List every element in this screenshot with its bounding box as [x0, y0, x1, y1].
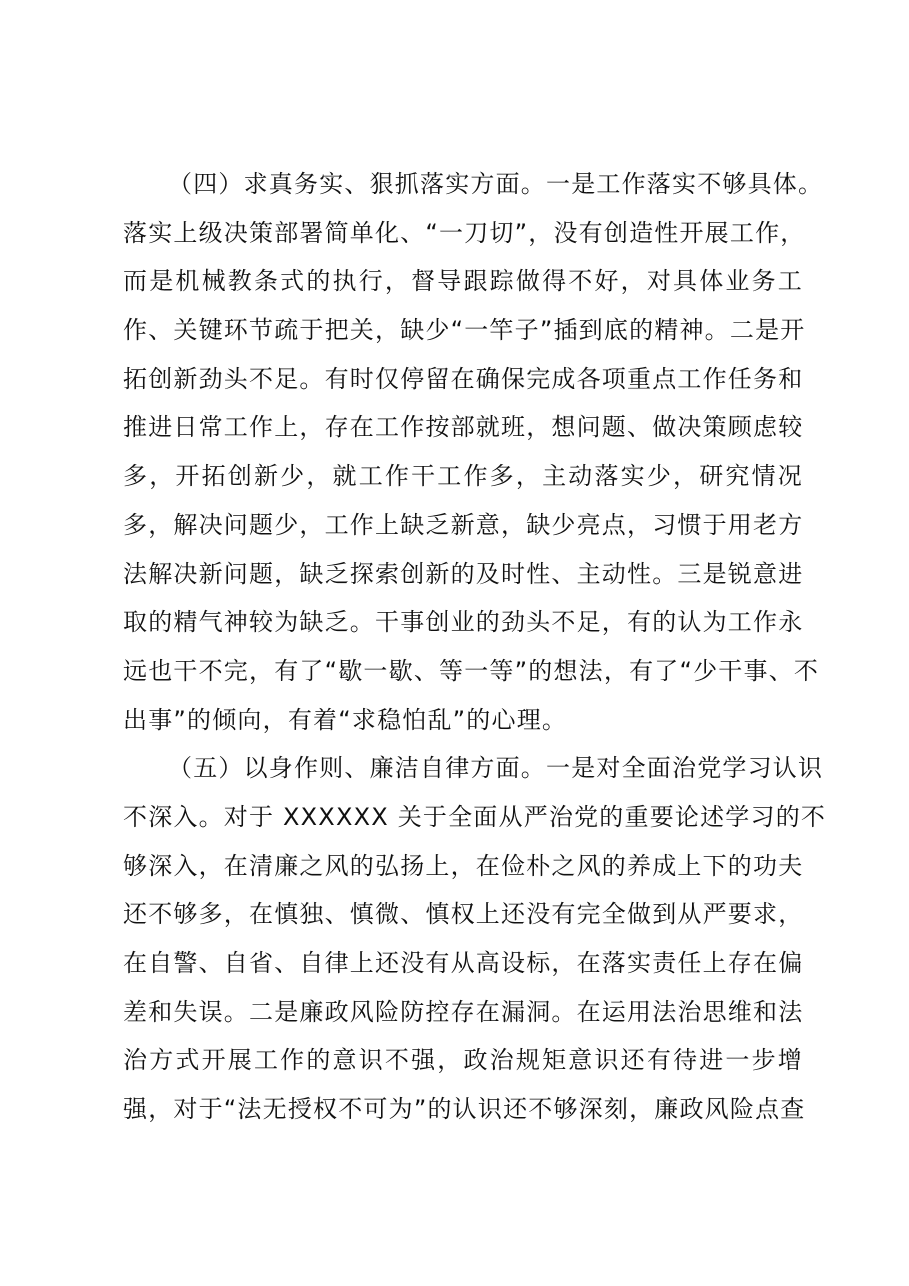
- paragraph-1-line-6: 推进日常工作上，存在工作按部就班，想问题、做决策顾虑较: [123, 413, 804, 442]
- paragraph-1-line-2: 落实上级决策部署简单化、“一刀切”，没有创造性开展工作，: [123, 218, 806, 247]
- paragraph-1-line-4: 作、关键环节疏于把关，缺少“一竿子”插到底的精神。二是开: [123, 316, 806, 345]
- paragraph-2-line-2: 不深入。对于 XXXXXX 关于全面从严治党的重要论述学习的不: [123, 802, 827, 831]
- paragraph-1-line-3: 而是机械教条式的执行，督导跟踪做得不好，对具体业务工: [123, 267, 803, 296]
- document-body: [123, 160, 827, 1134]
- paragraph-2-line-3: 够深入，在清廉之风的弘扬上，在俭朴之风的养成上下的功夫: [123, 851, 804, 880]
- paragraph-1-line-5: 拓创新劲头不足。有时仅停留在确保完成各项重点工作任务和: [123, 364, 804, 393]
- paragraph-2-line-4: 还不够多，在慎独、慎微、慎权上还没有完全做到从严要求，: [123, 900, 804, 929]
- paragraph-2-line-7: 治方式开展工作的意识不强，政治规矩意识还有待进一步增: [123, 1046, 803, 1075]
- paragraph-1-line-7: 多，开拓创新少，就工作干工作多，主动落实少，研究情况: [123, 462, 803, 491]
- paragraph-1-line-12: 出事”的倾向，有着“求稳怕乱”的心理。: [123, 705, 568, 734]
- paragraph-1-line-8: 多，解决问题少，工作上缺乏新意，缺少亮点，习惯于用老方: [123, 510, 804, 539]
- paragraph-2-line-5: 在自警、自省、自律上还没有从高设标，在落实责任上存在偏: [123, 949, 804, 977]
- paragraph-2-line-1: （五）以身作则、廉洁自律方面。一是对全面治党学习认识: [168, 754, 824, 783]
- paragraph-1-line-9: 法解决新问题，缺乏探索创新的及时性、主动性。三是锐意进: [123, 559, 804, 588]
- paragraph-2-line-8: 强，对于“法无授权不可为”的认识还不够深刻，廉政风险点查: [123, 1095, 806, 1124]
- paragraph-1-line-10: 取的精气神较为缺乏。干事创业的劲头不足，有的认为工作永: [123, 608, 804, 637]
- paragraph-2-line-6: 差和失误。二是廉政风险防控存在漏洞。在运用法治思维和法: [123, 997, 804, 1026]
- paragraph-1-line-11: 远也干不完，有了“歇一歇、等一等”的想法，有了“少干事、不: [123, 656, 820, 685]
- paragraph-1-line-1: （四）求真务实、狠抓落实方面。一是工作落实不够具体。: [168, 170, 824, 198]
